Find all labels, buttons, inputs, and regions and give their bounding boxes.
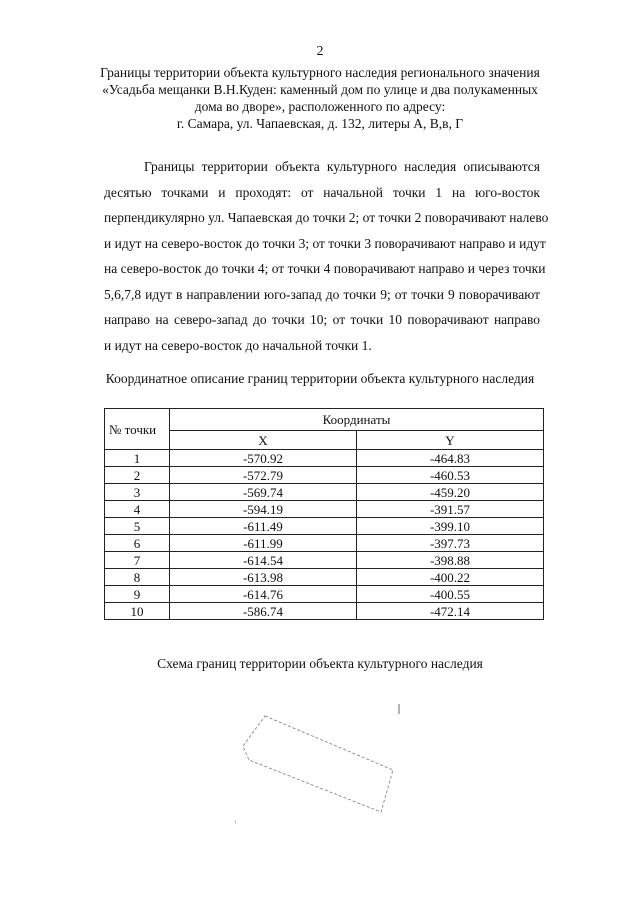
table-row — [105, 501, 544, 518]
x-value: -569.74 — [170, 484, 357, 501]
boundary-tick-mark — [235, 820, 236, 824]
y-value: -391.57 — [357, 501, 544, 518]
y-value: -400.55 — [357, 586, 544, 603]
description-line: и идут на северо-восток до точки 3; от точки 3 поворачивают направо и идут — [104, 235, 546, 251]
description-line: и идут на северо-восток до начальной точки 1. — [104, 337, 372, 353]
y-value: -400.22 — [357, 569, 544, 586]
point-number-header: № точки — [105, 409, 170, 450]
table-row — [105, 450, 544, 467]
title-line: дома во дворе», расположенного по адресу: — [194, 99, 446, 114]
x-value: -611.49 — [170, 518, 357, 535]
description-line: Границы территории объекта культурного наследия описываются — [144, 159, 540, 174]
title-line: г. Самара, ул. Чапаевская, д. 132, литеры А, В,в, Г — [176, 116, 464, 131]
point-number: 6 — [105, 535, 170, 552]
point-number: 5 — [105, 518, 170, 535]
point-number: 7 — [105, 552, 170, 569]
point-number: 3 — [105, 484, 170, 501]
x-value: -572.79 — [170, 467, 357, 484]
table-row — [105, 484, 544, 501]
boundary-description — [104, 154, 549, 358]
table-row — [105, 603, 544, 620]
x-value: -594.19 — [170, 501, 357, 518]
x-value: -586.74 — [170, 603, 357, 620]
point-number: 1 — [105, 450, 170, 467]
y-value: -398.88 — [357, 552, 544, 569]
description-line: перпендикулярно ул. Чапаевская до точки 2; от точки 2 поворачивают налево — [104, 210, 549, 225]
point-number: 2 — [105, 467, 170, 484]
y-value: -472.14 — [357, 603, 544, 620]
description-line: направо на северо-запад до точки 10; от точки 10 поворачивают направо — [104, 312, 540, 327]
table-row — [105, 535, 544, 552]
table-caption: Координатное описание границ территории объекта культурного наследия — [105, 371, 535, 386]
document-title — [90, 64, 550, 132]
coordinates-header: Координаты — [170, 409, 544, 431]
x-value: -570.92 — [170, 450, 357, 467]
y-header: Y — [357, 431, 544, 450]
point-number: 8 — [105, 569, 170, 586]
table-row — [105, 518, 544, 535]
title-line: «Усадьба мещанки В.Н.Куден: каменный дом по улице и два полукаменных — [102, 82, 538, 97]
table-row — [105, 569, 544, 586]
x-header: X — [170, 431, 357, 450]
boundary-scheme — [225, 700, 425, 840]
description-line: на северо-восток до точки 4; от точки 4 поворачивают направо и через точки — [104, 261, 546, 276]
x-value: -613.98 — [170, 569, 357, 586]
y-value: -460.53 — [357, 467, 544, 484]
scheme-caption: Схема границ территории объекта культурного наследия — [157, 656, 483, 671]
point-number: 4 — [105, 501, 170, 518]
table-row — [105, 586, 544, 603]
table-row — [105, 467, 544, 484]
coordinates-table — [104, 408, 544, 620]
description-line: десятью точками и проходят: от начальной точки 1 на юго-восток — [104, 184, 540, 200]
table-row — [105, 552, 544, 569]
x-value: -614.76 — [170, 586, 357, 603]
title-line: Границы территории объекта культурного наследия регионального значения — [100, 65, 540, 80]
y-value: -459.20 — [357, 484, 544, 501]
point-number: 9 — [105, 586, 170, 603]
x-value: -611.99 — [170, 535, 357, 552]
boundary-polygon — [243, 716, 393, 812]
page-number: 2 — [316, 44, 324, 59]
x-value: -614.54 — [170, 552, 357, 569]
y-value: -399.10 — [357, 518, 544, 535]
y-value: -397.73 — [357, 535, 544, 552]
y-value: -464.83 — [357, 450, 544, 467]
point-number: 10 — [105, 603, 170, 620]
description-line: 5,6,7,8 идут в направлении юго-запад до точки 9; от точки 9 поворачивают — [104, 286, 540, 302]
